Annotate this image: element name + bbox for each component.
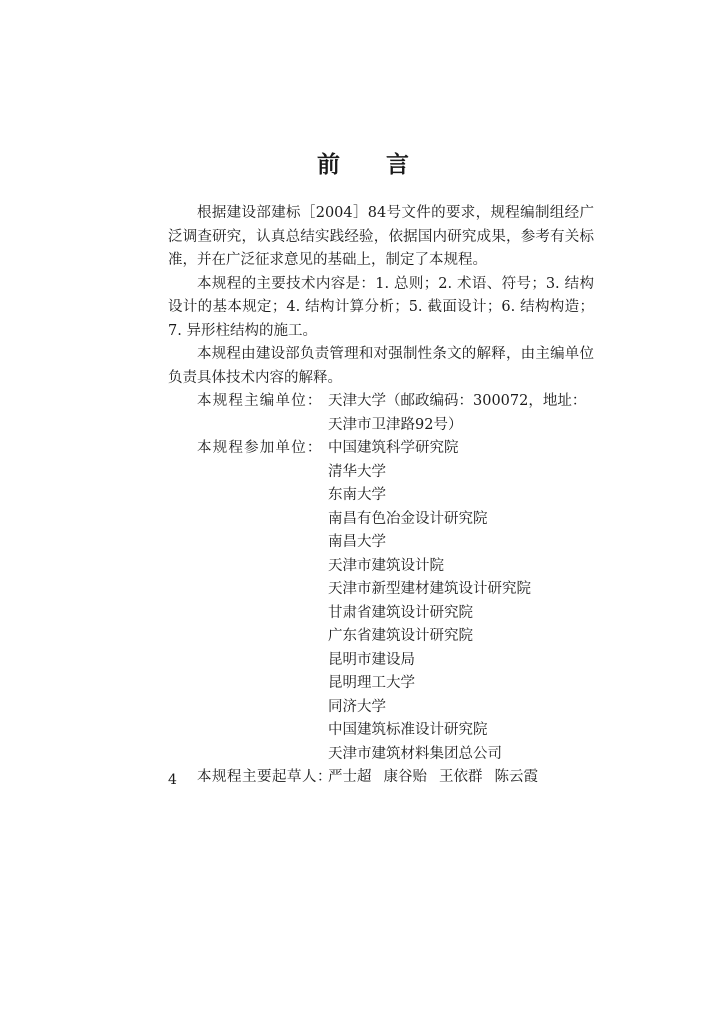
participants-label: 本规程参加单位： [197,440,323,456]
paragraph-2: 本规程的主要技术内容是：1. 总则；2. 术语、符号；3. 结构设计的基本规定；4. 结构计算分析；5. 截面设计；6. 结构构造；7. 异形柱结构的施工。 [168,275,594,339]
participant-unit: 东南大学 [328,487,386,503]
drafter-name: 严士超 [328,769,372,785]
chief-editor-line: 天津大学（邮政编码：300072，地址： [328,393,587,409]
participant-unit: 甘肃省建筑设计研究院 [328,604,473,621]
title-char-2: 言 [386,152,411,178]
participant-unit: 天津市建筑设计院 [328,557,444,574]
paragraph-3: 本规程由建设部负责管理和对强制性条文的解释，由主编单位负责具体技术内容的解释。 [168,346,594,386]
drafter-name: 王依群 [439,769,483,785]
drafter-name: 康谷贻 [383,769,427,785]
drafters-label: 本规程主要起草人： [197,769,332,785]
participant-unit: 中国建筑标准设计研究院 [328,722,488,738]
participant-unit: 昆明市建设局 [328,651,415,668]
preface-body [168,202,594,790]
participant-unit: 天津市新型建材建筑设计研究院 [328,581,531,597]
chief-editor-line: 天津市卫津路92号） [328,416,463,433]
chief-editor-label: 本规程主编单位： [197,393,323,409]
participant-unit: 南昌大学 [328,534,386,550]
chief-editor-block [168,390,594,437]
title-char-1: 前 [317,152,342,178]
participant-unit: 清华大学 [328,463,386,480]
page-number: 4 [168,772,177,788]
participant-unit: 同济大学 [328,698,386,715]
page-title [0,146,728,179]
participant-unit: 南昌有色冶金设计研究院 [328,510,488,527]
drafter-name: 陈云霞 [494,769,538,785]
participants-block [168,437,594,766]
paragraph-1: 根据建设部建标［2004］84号文件的要求，规程编制组经广泛调查研究，认真总结实践经验，依据国内研究成果，参考有关标准，并在广泛征求意见的基础上，制定了本规程。 [168,205,594,268]
participant-unit: 广东省建筑设计研究院 [328,628,473,644]
participant-unit: 昆明理工大学 [328,675,415,691]
participant-unit: 中国建筑科学研究院 [328,440,459,456]
drafters-block [168,766,594,790]
participant-unit: 天津市建筑材料集团总公司 [328,745,502,762]
